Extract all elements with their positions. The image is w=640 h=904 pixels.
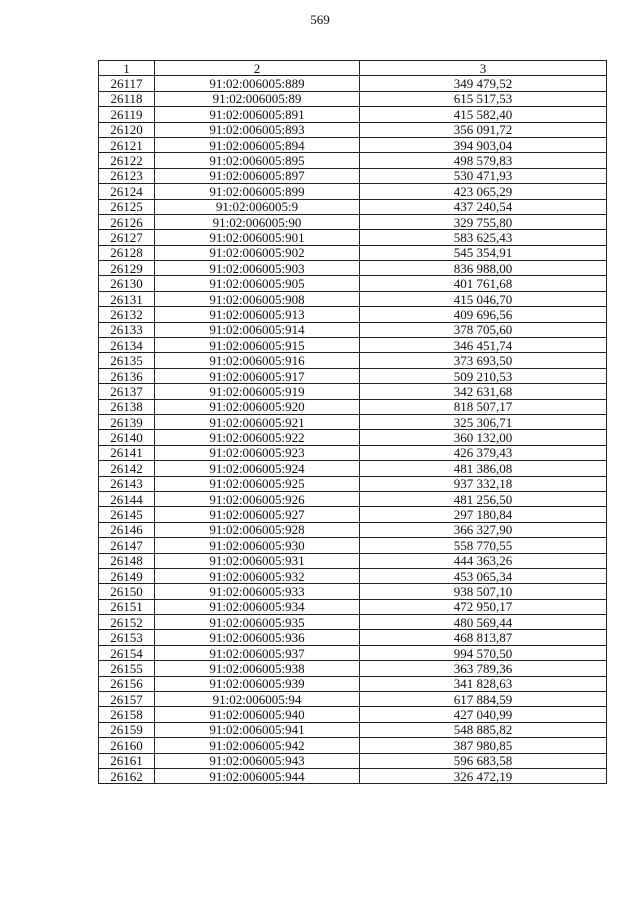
value-cell: 366 327,90 (360, 522, 607, 537)
table-row (99, 430, 607, 445)
table-row (99, 245, 607, 260)
table-row (99, 661, 607, 676)
value-cell: 373 693,50 (360, 353, 607, 368)
row-number-cell: 26157 (99, 692, 155, 707)
cadastral-number-cell: 91:02:006005:928 (155, 522, 360, 537)
table-row (99, 645, 607, 660)
table-row (99, 122, 607, 137)
row-number-cell: 26129 (99, 261, 155, 276)
table-row (99, 753, 607, 768)
value-cell: 836 988,00 (360, 261, 607, 276)
row-number-cell: 26130 (99, 276, 155, 291)
row-number-cell: 26117 (99, 76, 155, 91)
table-row (99, 322, 607, 337)
table-row (99, 384, 607, 399)
row-number-cell: 26118 (99, 91, 155, 106)
table-row (99, 630, 607, 645)
table-row (99, 568, 607, 583)
value-cell: 545 354,91 (360, 245, 607, 260)
row-number-cell: 26150 (99, 584, 155, 599)
value-cell: 394 903,04 (360, 137, 607, 152)
row-number-cell: 26137 (99, 384, 155, 399)
table-row (99, 461, 607, 476)
row-number-cell: 26133 (99, 322, 155, 337)
value-cell: 415 582,40 (360, 107, 607, 122)
cadastral-number-cell: 91:02:006005:919 (155, 384, 360, 399)
value-cell: 423 065,29 (360, 184, 607, 199)
value-cell: 444 363,26 (360, 553, 607, 568)
row-number-cell: 26153 (99, 630, 155, 645)
value-cell: 341 828,63 (360, 676, 607, 691)
row-number-cell: 26142 (99, 461, 155, 476)
row-number-cell: 26138 (99, 399, 155, 414)
table-row (99, 738, 607, 753)
table-row (99, 276, 607, 291)
value-cell: 297 180,84 (360, 507, 607, 522)
value-cell: 409 696,56 (360, 307, 607, 322)
table-row (99, 184, 607, 199)
row-number-cell: 26156 (99, 676, 155, 691)
table-row (99, 353, 607, 368)
cadastral-number-cell: 91:02:006005:895 (155, 153, 360, 168)
table-row (99, 445, 607, 460)
column-header-value: 3 (360, 61, 607, 76)
value-cell: 325 306,71 (360, 414, 607, 429)
row-number-cell: 26135 (99, 353, 155, 368)
value-cell: 346 451,74 (360, 338, 607, 353)
row-number-cell: 26119 (99, 107, 155, 122)
row-number-cell: 26148 (99, 553, 155, 568)
table-header-row (99, 61, 607, 76)
value-cell: 437 240,54 (360, 199, 607, 214)
value-cell: 472 950,17 (360, 599, 607, 614)
value-cell: 530 471,93 (360, 168, 607, 183)
cadastral-number-cell: 91:02:006005:933 (155, 584, 360, 599)
table-row (99, 153, 607, 168)
value-cell: 548 885,82 (360, 722, 607, 737)
table-row (99, 214, 607, 229)
table-row (99, 584, 607, 599)
cadastral-number-cell: 91:02:006005:917 (155, 368, 360, 383)
value-cell: 480 569,44 (360, 615, 607, 630)
cadastral-number-cell: 91:02:006005:925 (155, 476, 360, 491)
table-row (99, 107, 607, 122)
cadastral-number-cell: 91:02:006005:922 (155, 430, 360, 445)
row-number-cell: 26122 (99, 153, 155, 168)
row-number-cell: 26159 (99, 722, 155, 737)
value-cell: 818 507,17 (360, 399, 607, 414)
table-row (99, 307, 607, 322)
row-number-cell: 26162 (99, 768, 155, 783)
row-number-cell: 26120 (99, 122, 155, 137)
row-number-cell: 26131 (99, 291, 155, 306)
row-number-cell: 26158 (99, 707, 155, 722)
value-cell: 558 770,55 (360, 538, 607, 553)
table-row (99, 507, 607, 522)
value-cell: 615 517,53 (360, 91, 607, 106)
cadastral-number-cell: 91:02:006005:932 (155, 568, 360, 583)
value-cell: 453 065,34 (360, 568, 607, 583)
row-number-cell: 26151 (99, 599, 155, 614)
cadastral-number-cell: 91:02:006005:935 (155, 615, 360, 630)
value-cell: 994 570,50 (360, 645, 607, 660)
row-number-cell: 26149 (99, 568, 155, 583)
value-cell: 342 631,68 (360, 384, 607, 399)
cadastral-number-cell: 91:02:006005:903 (155, 261, 360, 276)
table-row (99, 599, 607, 614)
row-number-cell: 26160 (99, 738, 155, 753)
cadastral-number-cell: 91:02:006005:938 (155, 661, 360, 676)
cadastral-number-cell: 91:02:006005:920 (155, 399, 360, 414)
page-number: 569 (310, 12, 330, 27)
value-cell: 617 884,59 (360, 692, 607, 707)
table-row (99, 76, 607, 91)
value-cell: 363 789,36 (360, 661, 607, 676)
row-number-cell: 26124 (99, 184, 155, 199)
cadastral-number-cell: 91:02:006005:908 (155, 291, 360, 306)
cadastral-number-cell: 91:02:006005:942 (155, 738, 360, 753)
cadastral-number-cell: 91:02:006005:897 (155, 168, 360, 183)
cadastral-number-cell: 91:02:006005:905 (155, 276, 360, 291)
table-row (99, 707, 607, 722)
cadastral-number-cell: 91:02:006005:930 (155, 538, 360, 553)
table-row (99, 137, 607, 152)
value-cell: 401 761,68 (360, 276, 607, 291)
value-cell: 387 980,85 (360, 738, 607, 753)
row-number-cell: 26152 (99, 615, 155, 630)
table-row (99, 199, 607, 214)
table-row (99, 768, 607, 783)
value-cell: 481 256,50 (360, 491, 607, 506)
column-header-number: 1 (99, 61, 155, 76)
cadastral-number-cell: 91:02:006005:939 (155, 676, 360, 691)
value-cell: 481 386,08 (360, 461, 607, 476)
cadastral-number-cell: 91:02:006005:94 (155, 692, 360, 707)
row-number-cell: 26161 (99, 753, 155, 768)
cadastral-number-cell: 91:02:006005:944 (155, 768, 360, 783)
value-cell: 349 479,52 (360, 76, 607, 91)
cadastral-number-cell: 91:02:006005:901 (155, 230, 360, 245)
cadastral-number-cell: 91:02:006005:915 (155, 338, 360, 353)
value-cell: 326 472,19 (360, 768, 607, 783)
cadastral-number-cell: 91:02:006005:940 (155, 707, 360, 722)
table-row (99, 168, 607, 183)
value-cell: 415 046,70 (360, 291, 607, 306)
cadastral-number-cell: 91:02:006005:936 (155, 630, 360, 645)
value-cell: 596 683,58 (360, 753, 607, 768)
table-row (99, 676, 607, 691)
value-cell: 378 705,60 (360, 322, 607, 337)
value-cell: 329 755,80 (360, 214, 607, 229)
cadastral-number-cell: 91:02:006005:9 (155, 199, 360, 214)
row-number-cell: 26136 (99, 368, 155, 383)
row-number-cell: 26125 (99, 199, 155, 214)
row-number-cell: 26146 (99, 522, 155, 537)
cadastral-number-cell: 91:02:006005:889 (155, 76, 360, 91)
value-cell: 509 210,53 (360, 368, 607, 383)
table-row (99, 261, 607, 276)
cadastral-number-cell: 91:02:006005:921 (155, 414, 360, 429)
row-number-cell: 26141 (99, 445, 155, 460)
table-row (99, 91, 607, 106)
value-cell: 938 507,10 (360, 584, 607, 599)
cadastral-number-cell: 91:02:006005:891 (155, 107, 360, 122)
cadastral-number-cell: 91:02:006005:923 (155, 445, 360, 460)
row-number-cell: 26155 (99, 661, 155, 676)
cadastral-value-table (98, 60, 607, 784)
cadastral-number-cell: 91:02:006005:893 (155, 122, 360, 137)
value-cell: 583 625,43 (360, 230, 607, 245)
cadastral-number-cell: 91:02:006005:894 (155, 137, 360, 152)
row-number-cell: 26134 (99, 338, 155, 353)
row-number-cell: 26128 (99, 245, 155, 260)
cadastral-number-cell: 91:02:006005:943 (155, 753, 360, 768)
value-cell: 937 332,18 (360, 476, 607, 491)
table-row (99, 399, 607, 414)
table-row (99, 522, 607, 537)
row-number-cell: 26144 (99, 491, 155, 506)
table-row (99, 615, 607, 630)
cadastral-number-cell: 91:02:006005:937 (155, 645, 360, 660)
table-row (99, 338, 607, 353)
value-cell: 360 132,00 (360, 430, 607, 445)
table-row (99, 291, 607, 306)
cadastral-number-cell: 91:02:006005:926 (155, 491, 360, 506)
value-cell: 426 379,43 (360, 445, 607, 460)
cadastral-number-cell: 91:02:006005:934 (155, 599, 360, 614)
table-row (99, 476, 607, 491)
cadastral-number-cell: 91:02:006005:914 (155, 322, 360, 337)
table-row (99, 491, 607, 506)
table-row (99, 722, 607, 737)
row-number-cell: 26123 (99, 168, 155, 183)
row-number-cell: 26121 (99, 137, 155, 152)
row-number-cell: 26154 (99, 645, 155, 660)
cadastral-number-cell: 91:02:006005:89 (155, 91, 360, 106)
row-number-cell: 26127 (99, 230, 155, 245)
row-number-cell: 26126 (99, 214, 155, 229)
value-cell: 498 579,83 (360, 153, 607, 168)
table-row (99, 538, 607, 553)
cadastral-number-cell: 91:02:006005:899 (155, 184, 360, 199)
row-number-cell: 26147 (99, 538, 155, 553)
cadastral-number-cell: 91:02:006005:902 (155, 245, 360, 260)
table-row (99, 414, 607, 429)
value-cell: 468 813,87 (360, 630, 607, 645)
table-row (99, 553, 607, 568)
cadastral-number-cell: 91:02:006005:916 (155, 353, 360, 368)
cadastral-number-cell: 91:02:006005:924 (155, 461, 360, 476)
table-row (99, 692, 607, 707)
value-cell: 427 040,99 (360, 707, 607, 722)
row-number-cell: 26132 (99, 307, 155, 322)
cadastral-number-cell: 91:02:006005:90 (155, 214, 360, 229)
cadastral-number-cell: 91:02:006005:913 (155, 307, 360, 322)
row-number-cell: 26140 (99, 430, 155, 445)
row-number-cell: 26145 (99, 507, 155, 522)
row-number-cell: 26143 (99, 476, 155, 491)
value-cell: 356 091,72 (360, 122, 607, 137)
row-number-cell: 26139 (99, 414, 155, 429)
cadastral-number-cell: 91:02:006005:927 (155, 507, 360, 522)
table-row (99, 368, 607, 383)
cadastral-number-cell: 91:02:006005:941 (155, 722, 360, 737)
table-row (99, 230, 607, 245)
table-body (99, 76, 607, 784)
cadastral-number-cell: 91:02:006005:931 (155, 553, 360, 568)
column-header-cadastral-number: 2 (155, 61, 360, 76)
